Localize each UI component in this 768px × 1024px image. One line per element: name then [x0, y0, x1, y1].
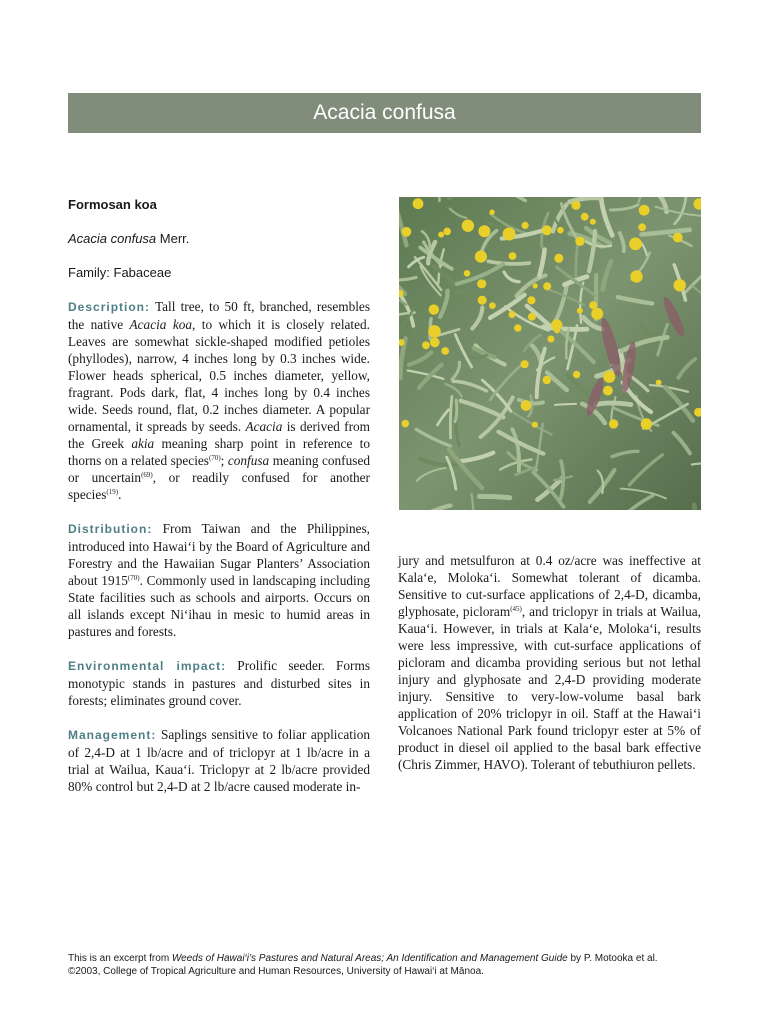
flower-head	[443, 228, 451, 236]
flower-head	[521, 400, 532, 411]
description-italic: Acacia	[245, 419, 283, 434]
reference-marker: (69)	[141, 471, 153, 479]
management-continued-text: jury and metsulfuron at 0.4 oz/acre was ineffective at Kala‘e, Moloka‘i. Somewhat tolerant of dicamba. Sensitive to cut-surface applications of 2,4-D, dicamba, glyphosate, picloram	[398, 553, 701, 619]
reference-marker: (70)	[208, 454, 221, 462]
description-text: , or readily confused for another species	[68, 470, 370, 502]
footer-text: This is an excerpt from	[68, 953, 172, 964]
flower-head	[543, 376, 551, 384]
scientific-author: Merr.	[156, 231, 190, 246]
flower-head	[521, 360, 529, 368]
description-text: meaning confused or uncertain	[68, 453, 370, 485]
leaf-shape	[455, 400, 457, 422]
flower-head	[522, 222, 529, 229]
description-italic: Acacia koa	[129, 317, 193, 332]
page-title: Acacia confusa	[313, 101, 456, 124]
leaf-shape	[555, 404, 576, 405]
flower-head	[571, 201, 580, 210]
flower-head	[503, 228, 516, 241]
leaf-shape	[438, 197, 439, 201]
flower-head	[591, 308, 603, 320]
flower-head	[547, 336, 554, 343]
flower-head	[464, 270, 471, 277]
footer	[68, 952, 708, 978]
flower-head	[477, 279, 486, 288]
environmental-text: Prolific seeder. Forms monotypic stands in pastures and disturbed sites in forests; eliminates ground cover.	[68, 658, 370, 708]
scientific-name	[68, 230, 370, 247]
flower-head	[475, 251, 487, 263]
flower-head	[509, 252, 517, 260]
flower-head	[441, 347, 449, 355]
flower-head	[429, 304, 439, 314]
flower-head	[462, 220, 474, 232]
leaf-shape	[480, 496, 510, 497]
flower-head	[641, 418, 652, 429]
flower-head	[430, 337, 440, 347]
flower-head	[438, 232, 444, 238]
leaf-shape	[450, 396, 452, 438]
flower-head	[542, 225, 552, 235]
footer-book-title: Weeds of Hawai‘i’s Pastures and Natural Areas; An Identification and Management Guide	[171, 953, 568, 964]
distribution-text: . Commonly used in landscaping including State facilities such as schools and airports. Occurs on all islands except Ni‘ihau in mesic to humid areas in pastures and forests.	[68, 573, 370, 639]
flower-head	[638, 223, 646, 231]
scientific-name-italic: Acacia confusa	[68, 231, 157, 246]
description-text: .	[118, 487, 122, 502]
footer-line-1	[68, 952, 708, 965]
flower-head	[489, 210, 494, 215]
flower-head	[630, 270, 642, 282]
distribution-heading: Distribution:	[68, 522, 153, 536]
family-line: Family: Fabaceae	[68, 265, 172, 280]
flower-head	[489, 302, 496, 309]
description-italic: akia	[131, 436, 155, 451]
flower-head	[554, 254, 563, 263]
common-name: Formosan koa	[68, 197, 157, 212]
reference-marker: (70)	[127, 574, 140, 582]
flower-head	[577, 308, 583, 314]
flower-head	[603, 371, 615, 383]
leaf-shape	[595, 403, 631, 405]
left-column	[68, 196, 370, 812]
footer-text: by P. Motooka et al.	[567, 953, 658, 964]
flower-head	[589, 301, 597, 309]
flower-head	[478, 296, 487, 305]
reference-marker: (45)	[510, 605, 522, 613]
flower-head	[674, 279, 686, 291]
description-paragraph	[68, 298, 370, 503]
description-italic: confusa	[227, 453, 270, 468]
flower-head	[543, 282, 551, 290]
management-continued-paragraph	[398, 552, 701, 773]
flower-head	[514, 324, 522, 332]
flower-head	[573, 371, 580, 378]
flower-head	[609, 419, 618, 428]
description-text: , to which it is closely related. Leaves are somewhat sickle-shaped modified petioles (phyllodes), narrow, 4 inches long by 0.3 inches wide. Flower heads spherical, 0.5 inches diameter, yellow, fragrant. Pods dark, flat, 4 inches long by 0.4 inches wide. Seeds round, flat, 0.2 inches diameter. A popular ornamental, it spreads by seeds.	[68, 317, 370, 434]
flower-head	[402, 420, 410, 428]
description-heading: Description:	[68, 300, 151, 314]
flower-head	[575, 237, 584, 246]
flower-head	[428, 325, 441, 338]
description-text: meaning sharp point in reference to thorns on a related species	[68, 436, 370, 468]
flower-head	[656, 380, 662, 386]
description-text: Tall tree, to 50 ft, branched, resembles the native	[68, 299, 370, 332]
management-continued-text: , and triclopyr in trials at Wailua, Kaua‘i. However, in trials at Kala‘e, Moloka‘i, results were less impressive, with cut-surface applications of picloram and dicamba providing serious but not lethal injury and glyphosate and 2,4-D providing moderate injury. Sensitive to very-low-volume basal bark application of 20% triclopyr in oil. Staff at the Hawai‘i Volcanoes National Park found triclopyr ester at 5% of product in diesel oil applied to the basal bark effective (Chris Zimmer, HAVO). Tolerant of tebuthiuron pellets.	[398, 604, 701, 772]
flower-head	[673, 233, 683, 243]
description-text: ;	[220, 453, 228, 468]
flower-head	[554, 327, 560, 333]
management-text: Saplings sensitive to foliar application of 2,4-D at 1 lb/acre and of triclopyr at 1 lb/acre in a trial at Wailua, Kaua‘i. Triclopyr at 2 lb/acre provided 80% control but 2,4-D at 2 lb/acre caused moderate in-	[68, 727, 370, 794]
distribution-text: From Taiwan and the Philippines, introduced into Hawai‘i by the Board of Agriculture and Forestry and the Hawaiian Sugar Planters’ Association about 1915	[68, 521, 370, 588]
reference-marker: (19)	[106, 488, 119, 496]
flower-head	[532, 422, 538, 428]
flower-head	[478, 225, 490, 237]
flower-head	[422, 341, 430, 349]
flower-head	[590, 219, 596, 225]
acacia-photo-illustration	[399, 197, 701, 510]
flower-head	[509, 311, 516, 318]
flower-head	[603, 386, 613, 396]
flower-head	[557, 227, 564, 234]
management-paragraph	[68, 726, 370, 795]
footer-line-2: ©2003, College of Tropical Agriculture and Human Resources, University of Hawai‘i at Mānoa.	[68, 966, 484, 977]
acacia-photo	[399, 197, 701, 510]
management-heading: Management:	[68, 728, 157, 742]
flower-head	[413, 198, 424, 209]
flower-head	[639, 205, 650, 216]
environmental-paragraph	[68, 657, 370, 709]
title-banner	[68, 93, 701, 133]
distribution-paragraph	[68, 520, 370, 640]
flower-head	[533, 283, 538, 288]
right-column	[398, 552, 701, 790]
flower-head	[629, 238, 642, 251]
description-text: is derived from the Greek	[68, 419, 370, 451]
leaf-shape	[692, 505, 695, 510]
flower-head	[402, 227, 412, 237]
environmental-heading: Environmental impact:	[68, 659, 227, 673]
flower-head	[581, 213, 589, 221]
flower-head	[528, 313, 536, 321]
flower-head	[527, 296, 535, 304]
